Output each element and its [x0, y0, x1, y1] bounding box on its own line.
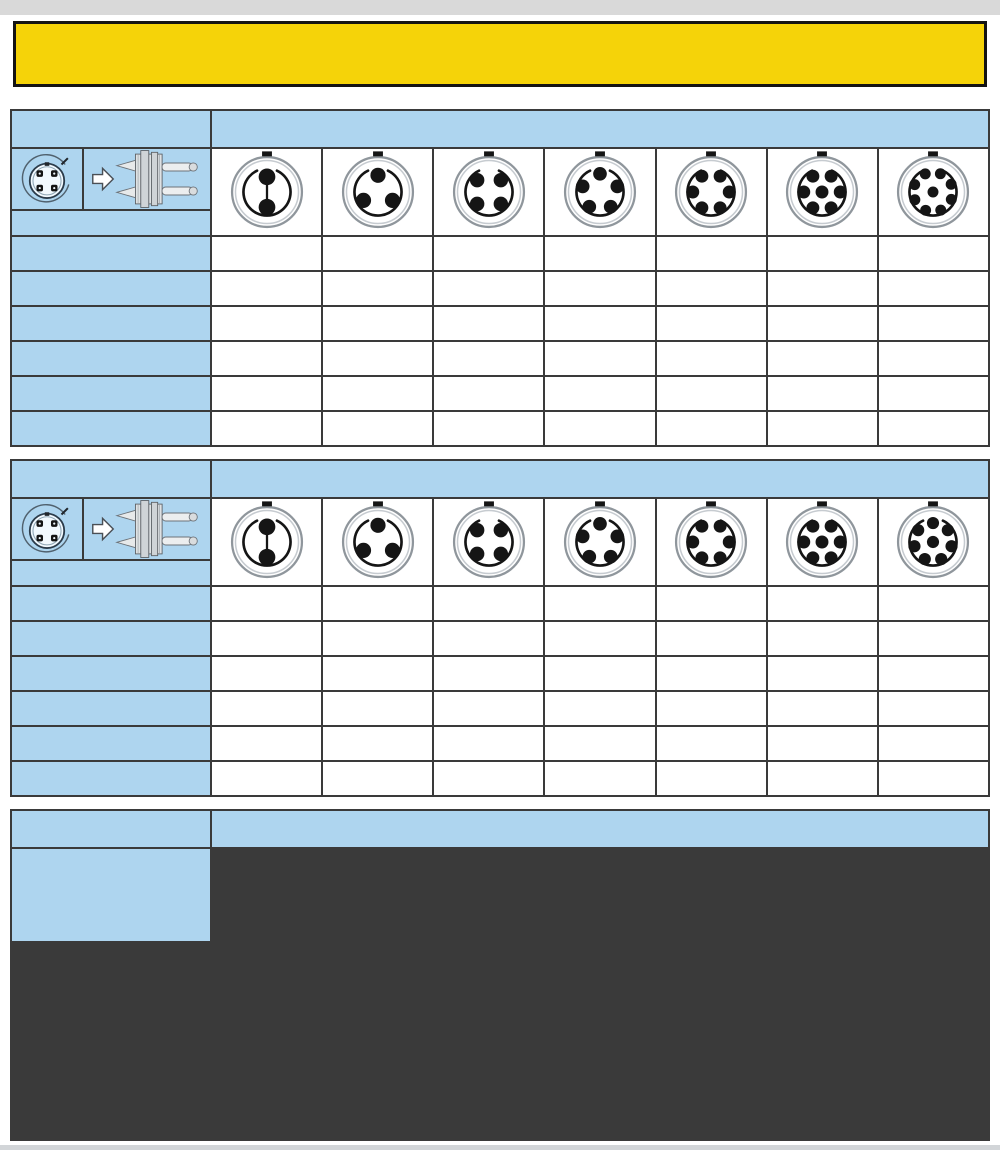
spec-value-cell: [879, 762, 988, 795]
pin-diagram-3-pin: [340, 501, 416, 583]
pin-diagram-2-pin: [229, 151, 305, 233]
spec-value-cell: [768, 762, 877, 795]
spec-value-cell: [323, 307, 432, 340]
row-label: [12, 342, 210, 375]
page-top-band: [0, 0, 1000, 15]
spec-value-cell: [323, 412, 432, 445]
spec-value-cell: [879, 622, 988, 655]
spec-value-cell: [545, 237, 654, 270]
spec-value-cell: [657, 657, 766, 690]
spec-value-cell: [657, 412, 766, 445]
spec-value-cell: [545, 307, 654, 340]
spec-value-cell: [879, 307, 988, 340]
spec-table-2-1p: [10, 459, 990, 797]
spec-value-cell: [545, 342, 654, 375]
spec-value-cell: [323, 377, 432, 410]
spec-value-cell: [879, 342, 988, 375]
spec-value-cell: [657, 587, 766, 620]
spec-value-cell: [657, 342, 766, 375]
spec-value-cell: [323, 272, 432, 305]
spec-value-cell: [768, 272, 877, 305]
spec-value-cell: [545, 727, 654, 760]
spec-table-1-0p: [10, 109, 990, 447]
pin-diagram-cell: [768, 149, 877, 235]
pin-diagram-cell: [545, 149, 654, 235]
spec-value-cell: [545, 692, 654, 725]
pin-diagram-9-pin: [895, 151, 971, 233]
spec-value-cell: [768, 342, 877, 375]
spec-value-cell: [323, 727, 432, 760]
spec-value-cell: [323, 342, 432, 375]
spec-value-cell: [657, 762, 766, 795]
spec-value-cell: [879, 727, 988, 760]
spec-value-cell: [545, 622, 654, 655]
spec-value-cell: [545, 657, 654, 690]
connector-views: [12, 499, 210, 561]
spec-value-cell: [434, 307, 543, 340]
spec-value-cell: [434, 377, 543, 410]
pin-diagram-cell: [212, 499, 321, 585]
spec-value-cell: [212, 237, 321, 270]
pin-diagram-6-pin: [673, 151, 749, 233]
pin-diagram-cell: [657, 149, 766, 235]
spec-value-cell: [545, 587, 654, 620]
pin-diagram-cell: [434, 149, 543, 235]
spec-value-cell: [657, 272, 766, 305]
row-label: [12, 412, 210, 445]
spec-value-cell: [434, 657, 543, 690]
connector-face-box: [12, 499, 84, 559]
solder-direction-note: [12, 211, 210, 235]
spec-value-cell: [545, 377, 654, 410]
pin-diagram-4-pin: [451, 151, 527, 233]
pin-diagram-cell: [879, 149, 988, 235]
spec-value-cell: [768, 307, 877, 340]
row-label: [12, 622, 210, 655]
spec-value-cell: [545, 762, 654, 795]
spec-value-cell: [212, 377, 321, 410]
spec-value-cell: [768, 587, 877, 620]
spec-value-cell: [879, 237, 988, 270]
connector-side-box: [84, 499, 210, 559]
pin-diagram-7-pin: [784, 151, 860, 233]
spec-value-cell: [657, 377, 766, 410]
spec-value-cell: [657, 727, 766, 760]
row-label: [12, 307, 210, 340]
spec-table-3-1p: [10, 809, 990, 1141]
row-label: [12, 657, 210, 690]
spec-value-cell: [212, 587, 321, 620]
connector-overview-cell: [12, 849, 210, 941]
series-value: [212, 461, 988, 497]
series-value: [212, 811, 988, 847]
page-bottom-band: [0, 1145, 1000, 1150]
pin-diagram-cell: [323, 149, 432, 235]
spec-value-cell: [768, 622, 877, 655]
spec-value-cell: [657, 692, 766, 725]
connector-face-box: [12, 149, 84, 209]
connector-side-box: [84, 149, 210, 209]
spec-value-cell: [323, 237, 432, 270]
spec-value-cell: [323, 587, 432, 620]
spec-value-cell: [323, 692, 432, 725]
spec-value-cell: [212, 307, 321, 340]
row-label: [12, 272, 210, 305]
pin-diagram-cell: [768, 499, 877, 585]
connector-face-diagram: [18, 500, 76, 558]
spec-value-cell: [323, 622, 432, 655]
spec-value-cell: [434, 692, 543, 725]
pin-diagram-cell: [434, 499, 543, 585]
spec-value-cell: [879, 377, 988, 410]
spec-value-cell: [879, 272, 988, 305]
series-header-label: [12, 461, 210, 497]
spec-value-cell: [212, 762, 321, 795]
spec-value-cell: [212, 657, 321, 690]
spec-value-cell: [768, 657, 877, 690]
spec-value-cell: [434, 587, 543, 620]
spec-value-cell: [545, 272, 654, 305]
row-label: [12, 692, 210, 725]
pin-diagram-8-pin: [895, 501, 971, 583]
spec-value-cell: [434, 272, 543, 305]
pin-diagram-3-pin: [340, 151, 416, 233]
pin-diagram-2-pin: [229, 501, 305, 583]
row-label: [12, 237, 210, 270]
row-label: [12, 377, 210, 410]
connector-overview-cell: [12, 149, 210, 235]
spec-tables: [0, 109, 1000, 1141]
spec-value-cell: [434, 237, 543, 270]
spec-value-cell: [657, 622, 766, 655]
title-banner: [13, 21, 987, 87]
pin-diagram-4-pin: [451, 501, 527, 583]
spec-value-cell: [768, 237, 877, 270]
spec-value-cell: [879, 412, 988, 445]
solder-direction-note: [12, 561, 210, 585]
spec-value-cell: [879, 587, 988, 620]
spec-value-cell: [323, 762, 432, 795]
pin-diagram-cell: [212, 149, 321, 235]
spec-value-cell: [434, 727, 543, 760]
spec-value-cell: [212, 622, 321, 655]
spec-value-cell: [212, 727, 321, 760]
pin-diagram-5-pin: [562, 151, 638, 233]
spec-value-cell: [434, 342, 543, 375]
pin-diagram-cell: [323, 499, 432, 585]
row-label: [12, 762, 210, 795]
connector-side-diagram: [88, 147, 206, 211]
spec-value-cell: [768, 412, 877, 445]
spec-value-cell: [212, 342, 321, 375]
connector-views: [12, 149, 210, 211]
spec-value-cell: [212, 272, 321, 305]
pin-diagram-7-pin: [784, 501, 860, 583]
spec-value-cell: [657, 307, 766, 340]
series-header-label: [12, 111, 210, 147]
spec-value-cell: [212, 412, 321, 445]
row-label: [12, 727, 210, 760]
pin-diagram-5-pin: [562, 501, 638, 583]
spec-value-cell: [323, 657, 432, 690]
spec-value-cell: [434, 762, 543, 795]
connector-side-diagram: [88, 497, 206, 561]
spec-value-cell: [879, 657, 988, 690]
pin-diagram-6-pin: [673, 501, 749, 583]
pin-diagram-cell: [545, 499, 654, 585]
spec-value-cell: [768, 692, 877, 725]
series-header-label: [12, 811, 210, 847]
series-value: [212, 111, 988, 147]
spec-value-cell: [434, 622, 543, 655]
spec-value-cell: [434, 412, 543, 445]
spec-value-cell: [545, 412, 654, 445]
connector-overview-cell: [12, 499, 210, 585]
spec-value-cell: [768, 377, 877, 410]
spec-value-cell: [657, 237, 766, 270]
spec-value-cell: [212, 692, 321, 725]
pin-diagram-cell: [879, 499, 988, 585]
spec-value-cell: [879, 692, 988, 725]
pin-diagram-cell: [657, 499, 766, 585]
connector-face-diagram: [18, 150, 76, 208]
spec-value-cell: [768, 727, 877, 760]
row-label: [12, 587, 210, 620]
